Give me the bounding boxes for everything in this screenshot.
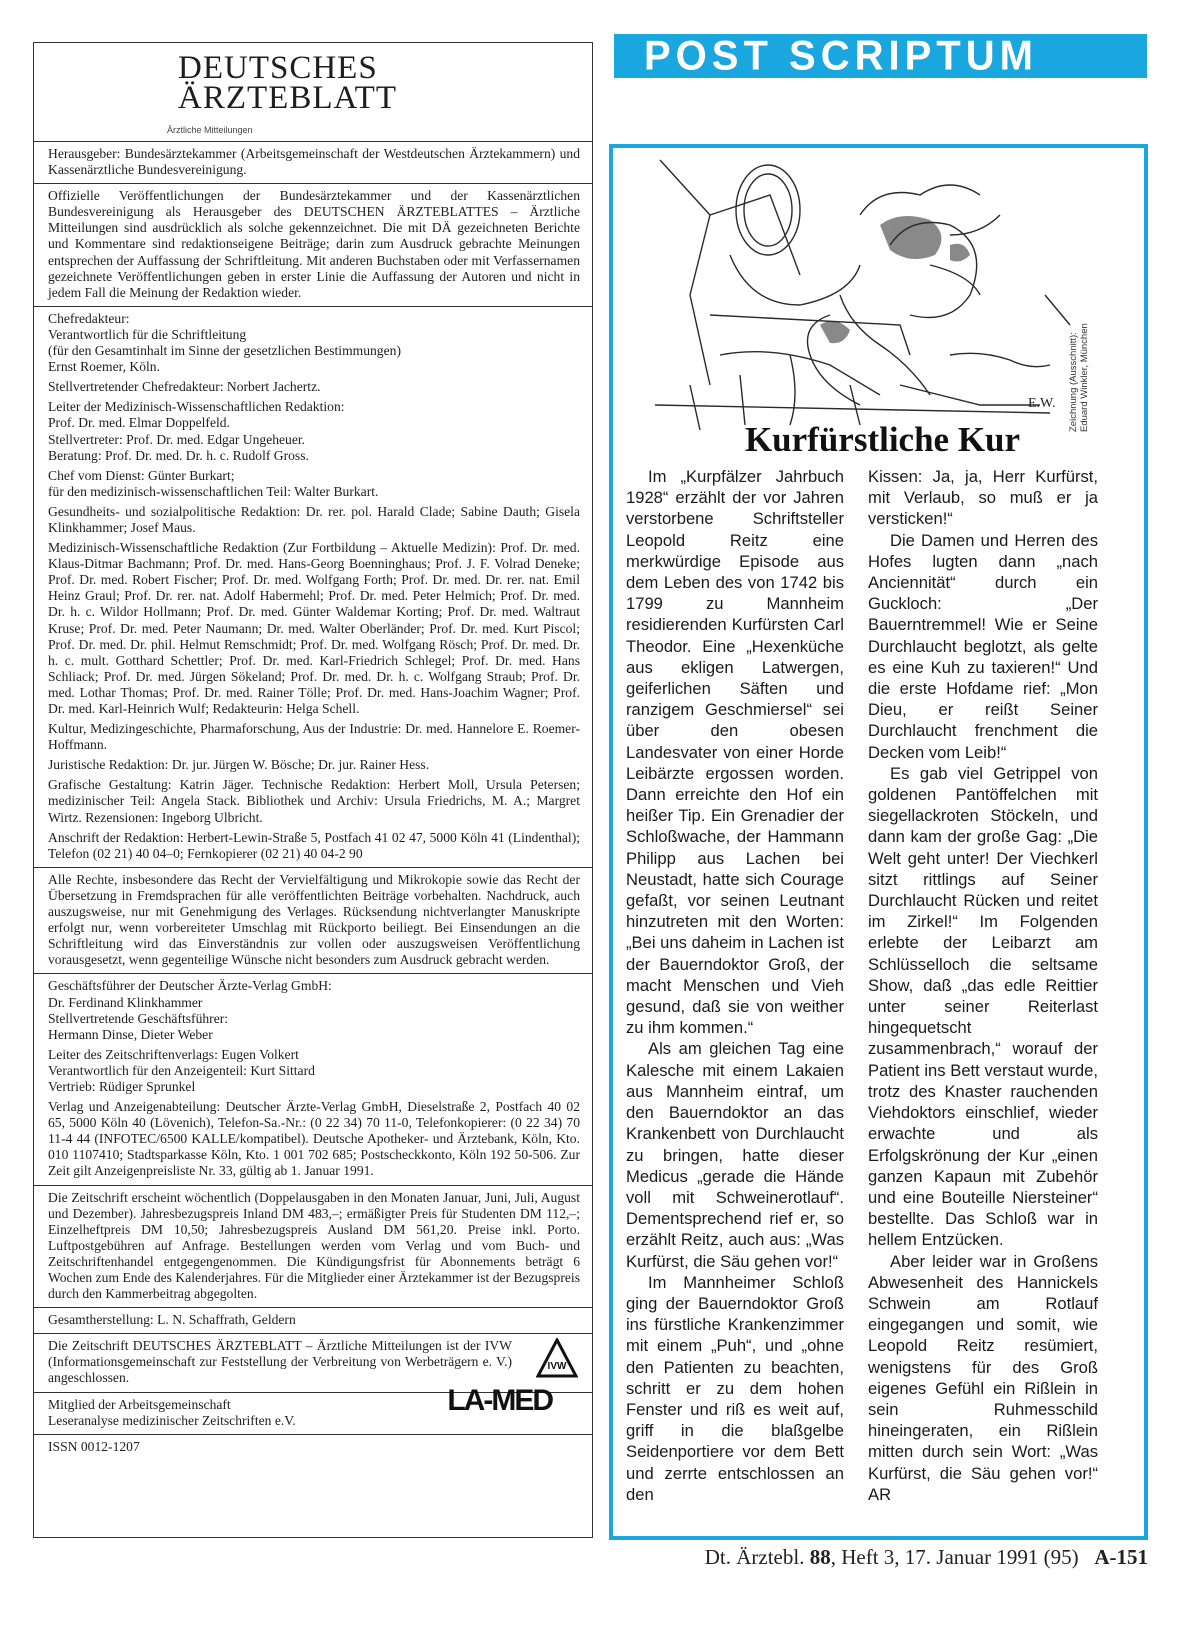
- footer-issue: , Heft 3, 17. Januar 1991 (95): [830, 1545, 1079, 1569]
- editor-entry: Chefredakteur: Verantwortlich für die Schriftleitung (für den Gesamtinhalt im Sinne der gesetzlichen Bestimmungen) Ernst Roemer, Köln.: [48, 310, 401, 375]
- article-paragraph: Die Damen und Herren des Hofes lugten dann „nach Anciennität“ durch ein Guckloch: „Der Bauerntremmel! Wie er Seine Durchlaucht beglotzt, als gelte es eine Kuh zu taxieren!“ Und die erste Hofdame rief: „Mon Dieu, er reißt Seiner Durchlaucht frenchment die Decken vom Leib!“: [868, 530, 1098, 762]
- editor-entry: Gesundheits- und sozialpolitische Redaktion: Dr. rer. pol. Harald Clade; Sabine Dauth; Gisela Klinkhammer; Josef Maus.: [48, 503, 580, 535]
- article-paragraph: Im Mannheimer Schloß ging der Bauerndoktor Groß ins fürstliche Krankenzimmer mit einem „Puh“, und „ohne den Patienten zu beachten, schritt er zu dem hohen Fenster und riß es weit auf, griff in die blaßgelbe Seidenportiere vor dem Bett und zerrte entschlossen an den: [626, 1272, 844, 1504]
- lamed-block: [34, 1383, 592, 1435]
- article-paragraph: Als am gleichen Tag eine Kalesche mit einem Lakaien aus Mannheim eintraf, um den Bauerndoktor an das Krankenbett von Durchlaucht zu bringen, hatte dieser Medicus „gerade die Hände voll mit Schweinerotlauf“. Dementsprechend rief er, so erzählt Reitz, auch aus: „Was Kurfürst, die Säu gehen vor!“: [626, 1039, 844, 1271]
- footer-journal: Dt. Ärztebl.: [704, 1545, 805, 1569]
- impressum-box: [33, 42, 593, 1538]
- page-footer: [640, 1545, 1148, 1570]
- lamed-text: Mitglied der Arbeitsgemeinschaft Leseranalyse medizinischer Zeitschriften e.V.: [48, 1396, 296, 1428]
- credit-line-2: Eduard Winkler, München: [1079, 323, 1090, 432]
- issn-text: ISSN 0012-1207: [48, 1438, 140, 1454]
- article-column-right: [868, 466, 1098, 1505]
- editors-block: [34, 307, 592, 868]
- article-paragraph: Kissen: Ja, ja, Herr Kurfürst, mit Verlaub, so muß er ja versticken!“: [868, 467, 1098, 529]
- editor-entry: Leiter der Medizinisch-Wissenschaftlichen Redaktion: Prof. Dr. med. Elmar Doppelfeld. Stellvertreter: Prof. Dr. med. Edgar Ungeheuer. Beratung: Prof. Dr. med. Dr. h. c. Rudolf Gross.: [48, 399, 345, 463]
- editor-entry: Grafische Gestaltung: Katrin Jäger. Technische Redaktion: Herbert Moll, Ursula Petersen; medizinischer Teil: Angela Stack. Bibliothek und Archiv: Ursula Friedrichs, M. A.; Margret Wirtz. Rezensionen: Ingeborg Ulbricht.: [48, 777, 580, 825]
- masthead-subtitle: Ärztliche Mitteilungen: [167, 125, 253, 135]
- article-paragraph: Es gab viel Getrippel von goldenen Pantöffelchen mit siegellackroten Stöckeln, und dann kam der große Gag: „Die Welt geht unter! Der Viechkerl sitzt rittlings auf Seiner Durchlaucht Rücken und reitet im Zirkel!“ Im Folgenden erlebte der Leibarzt am Schlüsselloch die seltsame Show, daß „das edle Reittier unter seiner Reiterlast hingequetscht zusammenbrach,“ worauf der Patient ins Bett verstaut wurde, trotz des Knaster rauchenden Viehdoktors einschlief, wieder erwachte und als Erfolgskrönung der Kur „einen ganzen Kapaun mit Zubehör und eine Bouteille Niersteiner“ bestellte. Das Schloß war in hellem Entzücken.: [868, 763, 1098, 1250]
- article-title: Kurfürstliche Kur: [744, 420, 1021, 459]
- print-block: [34, 1308, 592, 1334]
- footer-page-number: A-151: [1094, 1545, 1148, 1569]
- ivw-text: Die Zeitschrift DEUTSCHES ÄRZTEBLATT – Ärztliche Mitteilungen ist der IVW (Informationsgemeinschaft zur Feststellung der Verbreitung von Werbeträgern e. V.) angeschlossen.: [48, 1338, 512, 1386]
- subscription-text: Die Zeitschrift erscheint wöchentlich (Doppelausgaben in den Monaten Januar, Juni, Juli, August und Dezember). Jahresbezugspreis Inland DM 483,–; ermäßigter Preis für Studenten DM 112,–; Einzelheftpreis DM 10,50; Jahresbezugspreis Ausland DM 561,20. Preise inkl. Porto. Luftpostgebühren auf Anfrage. Bestellungen werden vom Verlag und vom Buch- und Zeitschriftenhandel entgegengenommen. Die Kündigungsfrist für Abonnements beträgt 6 Wochen zum Ende des Kalenderjahres. Für die Mitglieder einer Ärztekammer ist der Bezugspreis durch den Kammerbeitrag abgegolten.: [48, 1189, 580, 1302]
- masthead-title-line2: ÄRZTEBLATT: [178, 80, 397, 116]
- management-entry: Leiter des Zeitschriftenverlags: Eugen Volkert Verantwortlich für den Anzeigenteil: Kurt Sittard Vertrieb: Rüdiger Sprunkel: [48, 1046, 315, 1094]
- footer-volume: 88: [809, 1545, 831, 1569]
- editor-entry: Stellvertretender Chefredakteur: Norbert Jachertz.: [48, 379, 321, 395]
- article-paragraph: Im „Kurpfälzer Jahrbuch 1928“ erzählt der vor Jahren verstorbene Schriftsteller Leopold Reitz eine merkwürdige Episode aus dem Leben des von 1742 bis 1799 zu Mannheim residierenden Kurfürsten Carl Theodor. Eine „Hexenküche aus ekligen Latwergen, geiferlichen Säften und ranzigem Geschmiersel“ sei über den obesen Landesvater von einer Horde Leibärzte ergossen worden. Dann erreichte den Hof ein heißer Tip. Ein Grenadier der Schloßwache, der Hammann Philipp aus Lachen bei Neustadt, hatte sich Courage gefaßt, vor seinen Leutnant hinzutreten mit den Worten: „Bei uns daheim in Lachen ist der Bauerndoktor Groß, der macht Menschen und Vieh gesund, daß sie von weither zu ihm kommen.“: [626, 467, 844, 1038]
- editor-entry: Juristische Redaktion: Dr. jur. Jürgen W. Bösche; Dr. jur. Rainer Hess.: [48, 757, 430, 773]
- management-entry: Geschäftsführer der Deutscher Ärzte-Verlag GmbH: Dr. Ferdinand Klinkhammer Stellvertretende Geschäftsführer: Hermann Dinse, Dieter Weber: [48, 978, 332, 1042]
- lamed-logo: LA-MED: [447, 1383, 552, 1417]
- cartoon-signature: E.W.: [1028, 396, 1056, 411]
- article-column-left: [626, 466, 844, 1505]
- cartoon-illustration: [650, 155, 1105, 435]
- editor-entry: Kultur, Medizingeschichte, Pharmaforschung, Aus der Industrie: Dr. med. Hannelore E. Roemer-Hoffmann.: [48, 721, 580, 753]
- publisher-management-block: [34, 974, 592, 1185]
- official-text: Offizielle Veröffentlichungen der Bundesärztekammer und der Kassenärztlichen Bundesvereinigung als Herausgeber des DEUTSCHEN ÄRZTEBLATTES – Ärztliche Mitteilungen sind ausdrücklich als solche gekennzeichnet. Die mit DÄ gezeichneten Berichte und Kommentare sind redaktionseigene Beiträge; darin zum Ausdruck gebrachte Meinungen entsprechen der Auffassung der Schriftleitung. Mit anderen Buchstaben oder mit Verfassernamen gezeichnete Veröffentlichungen geben in erster Linie die Auffassung der Autoren und nicht in jedem Fall die Meinung der Redaktion wieder.: [48, 188, 580, 300]
- publisher-text: Herausgeber: Bundesärztekammer (Arbeitsgemeinschaft der Westdeutschen Ärztekammern) und Kassenärztliche Bundesvereinigung.: [48, 146, 580, 178]
- svg-text:IVW: IVW: [547, 1361, 567, 1373]
- ivw-logo-icon: [536, 1338, 578, 1380]
- rights-text: Alle Rechte, insbesondere das Recht der Vervielfältigung und Mikrokopie sowie das Recht der Übersetzung in Fremdsprachen für alle veröffentlichten Beiträge vorbehalten. Nachdruck, auch auszugsweise, nur mit Genehmigung des Verlages. Rücksendung nichtverlangter Manuskripte erfolgt nur, wenn vorbereiteter Umschlag mit Rückporto beiliegt. Bei Einsendungen an die Schriftleitung wird das Einverständnis zur vollen oder auszugsweisen Veröffentlichung vorausgesetzt, wenn gegenteilige Wünsche nicht besonders zum Ausdruck gebracht werden.: [48, 871, 580, 968]
- post-scriptum-banner: [614, 34, 1147, 78]
- editor-entry: Chef vom Dienst: Günter Burkart; für den medizinisch-wissenschaftlichen Teil: Walter Burkart.: [48, 467, 379, 499]
- editor-entry: Anschrift der Redaktion: Herbert-Lewin-Straße 5, Postfach 41 02 47, 5000 Köln 41 (Lindenthal); Telefon (02 21) 40 04–0; Fernkopierer (02 21) 40 04-2 90: [48, 829, 580, 861]
- masthead-title-line1: DEUTSCHES: [178, 50, 378, 86]
- issn-block: [34, 1435, 592, 1460]
- management-entry: Verlag und Anzeigenabteilung: Deutscher Ärzte-Verlag GmbH, Dieselstraße 2, Postfach 40 02 65, 5000 Köln 40 (Lövenich), Telefon-Sa.-Nr.: (0 22 34) 70 11-0, Telefonkopierer: (0 22 34) 70 11-4 44 (INFOTEC/6500 KALLE/kompatibel). Deutsche Apotheker- und Ärztebank, Köln, Kto. 010 1107410; Stadtsparkasse Köln, Kto. 1 001 702 685; Postscheckkonto, Köln 192 50-506. Zur Zeit gilt Anzeigenpreisliste Nr. 33, gültig ab 1. Januar 1991.: [48, 1099, 580, 1179]
- banner-title: POST SCRIPTUM: [644, 32, 1038, 80]
- article-paragraph: Aber leider war in Großens Abwesenheit des Hannickels Schwein am Rotlauf eingegangen und somit, wie Leopold Reitz resümiert, wenigstens für des Groß eigenes Gefühl ein Rißlein in sein Ruhmesschild hineingeraten, ein Rißlein mitten durch sein Wort: „Was Kurfürst, die Säu gehen vor!“ AR: [868, 1251, 1098, 1504]
- print-text: Gesamtherstellung: L. N. Schaffrath, Geldern: [48, 1312, 296, 1328]
- rights-block: [34, 868, 592, 975]
- editor-entry: Medizinisch-Wissenschaftliche Redaktion (Zur Fortbildung – Aktuelle Medizin): Prof. Dr. med. Klaus-Ditmar Bachmann; Prof. Dr. med. Hans-Georg Boenninghaus; Prof. J. F. Volrad Deneke; Prof. Dr. med. Robert Fischer; Prof. Dr. med. Wolfgang Forth; Prof. Dr. med. Dr. rer. nat. Emil Heinz Graul; Prof. Dr. rer. nat. Adolf Habermehl; Prof. Dr. med. Peter Helmich; Prof. Dr. med. Dr. h. c. Wildor Hollmann; Prof. Dr. med. Günter Waldemar Korting; Prof. Dr. med. Waltraut Kruse; Prof. Dr. med. Peter Naumann; Dr. med. Walter Oberländer; Prof. Dr. med. Kurt Piscol; Prof. Dr. med. Dr. phil. Helmut Remschmidt; Prof. Dr. med. Wolfgang Rösch; Prof. Dr. med. Dr. h. c. mult. Gotthard Schettler; Prof. Dr. med. Karl-Friedrich Schlegel; Prof. Dr. med. Hans Schliack; Prof. Dr. med. Jürgen Sökeland; Prof. Dr. med. Dr. h. c. Wolfgang Straub; Prof. Dr. med. Lothar Thomas; Prof. Dr. med. Rainer Tölle; Prof. Dr. med. Hans-Joachim Wagner; Prof. Dr. med. Karl-Heinrich Wulf; Redakteurin: Helga Schell.: [48, 540, 580, 716]
- publisher-block: [34, 142, 592, 184]
- masthead: [34, 43, 592, 142]
- credit-line-1: Zeichnung (Ausschnitt):: [1068, 332, 1079, 432]
- official-block: [34, 184, 592, 307]
- subscription-block: [34, 1186, 592, 1309]
